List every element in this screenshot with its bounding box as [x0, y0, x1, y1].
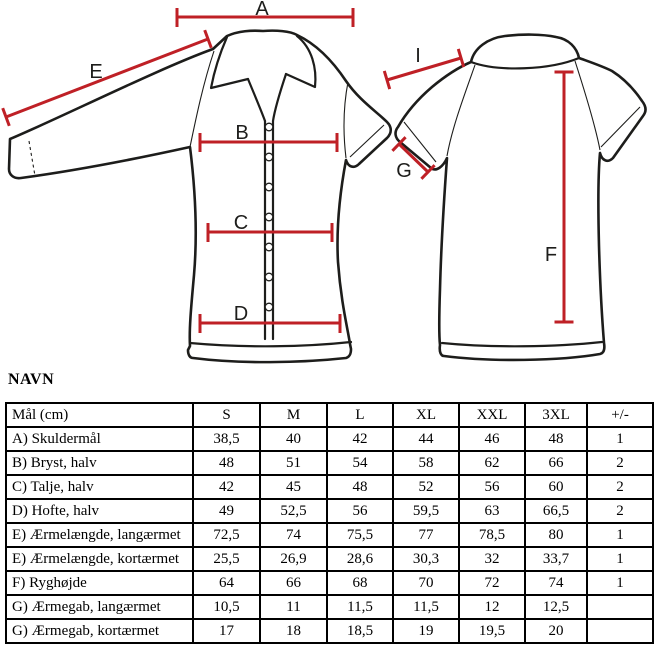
measurement-label: A) Skuldermål — [6, 427, 193, 451]
shirt-front-silhouette — [9, 31, 391, 362]
shirt-front-illustration — [9, 31, 391, 362]
measurement-value: 80 — [525, 523, 587, 547]
measurement-value: 77 — [393, 523, 459, 547]
measurement-value: 12 — [459, 595, 525, 619]
measure-label-B: B — [235, 122, 249, 144]
measurement-value: 48 — [525, 427, 587, 451]
measurement-value: 59,5 — [393, 499, 459, 523]
measurement-value: 1 — [587, 571, 653, 595]
measurement-value: 17 — [193, 619, 260, 643]
column-header-measure: Mål (cm) — [6, 403, 193, 427]
measurement-value: 52,5 — [260, 499, 327, 523]
measure-label-A: A — [255, 0, 269, 20]
measurement-value: 10,5 — [193, 595, 260, 619]
measurement-value: 11,5 — [327, 595, 393, 619]
measurement-value: 56 — [459, 475, 525, 499]
garment-name-heading: NAVN — [8, 371, 55, 388]
measurement-value: 1 — [587, 427, 653, 451]
measurement-value: 66 — [525, 451, 587, 475]
measurement-value: 64 — [193, 571, 260, 595]
column-header-tolerance: +/- — [587, 403, 653, 427]
table-row — [6, 523, 653, 547]
column-header-size-m: M — [260, 403, 327, 427]
button — [265, 273, 273, 281]
measure-label-C: C — [233, 212, 249, 234]
size-table-rows — [6, 427, 653, 643]
button — [265, 123, 273, 131]
measurement-value: 46 — [459, 427, 525, 451]
measurement-value: 44 — [393, 427, 459, 451]
measure-label-D: D — [233, 303, 249, 325]
measurement-value: 38,5 — [193, 427, 260, 451]
measurement-value: 60 — [525, 475, 587, 499]
measurement-label: B) Bryst, halv — [6, 451, 193, 475]
measure-label-I: I — [415, 45, 421, 67]
measurement-value: 66,5 — [525, 499, 587, 523]
measurement-label: G) Ærmegab, langærmet — [6, 595, 193, 619]
measurement-value: 32 — [459, 547, 525, 571]
measurement-value: 68 — [327, 571, 393, 595]
table-row — [6, 547, 653, 571]
measurement-label: E) Ærmelængde, kortærmet — [6, 547, 193, 571]
measurement-value: 33,7 — [525, 547, 587, 571]
measurement-value: 2 — [587, 499, 653, 523]
button — [265, 213, 273, 221]
measurement-value: 66 — [260, 571, 327, 595]
measurement-value: 72 — [459, 571, 525, 595]
measurement-value — [587, 595, 653, 619]
measurement-value: 19,5 — [459, 619, 525, 643]
measure-label-G: G — [396, 160, 412, 182]
measurement-value: 30,3 — [393, 547, 459, 571]
measurement-value: 63 — [459, 499, 525, 523]
measurement-value: 11,5 — [393, 595, 459, 619]
measurement-value: 45 — [260, 475, 327, 499]
measurement-value: 42 — [327, 427, 393, 451]
measurement-label: G) Ærmegab, kortærmet — [6, 619, 193, 643]
table-row — [6, 571, 653, 595]
measurement-value: 2 — [587, 451, 653, 475]
measurement-value: 74 — [260, 523, 327, 547]
shirt-back-silhouette — [396, 35, 646, 360]
measure-label-E: E — [89, 61, 103, 83]
measurement-label: D) Hofte, halv — [6, 499, 193, 523]
table-row — [6, 499, 653, 523]
measurement-value: 18 — [260, 619, 327, 643]
measurement-value: 2 — [587, 475, 653, 499]
measurement-value: 75,5 — [327, 523, 393, 547]
measurement-value: 74 — [525, 571, 587, 595]
measurement-value: 48 — [327, 475, 393, 499]
table-row — [6, 451, 653, 475]
column-header-size-xl: XL — [393, 403, 459, 427]
measurement-value: 70 — [393, 571, 459, 595]
column-header-size-s: S — [193, 403, 260, 427]
measurement-value: 58 — [393, 451, 459, 475]
table-row — [6, 475, 653, 499]
button — [265, 303, 273, 311]
measurement-value: 42 — [193, 475, 260, 499]
button — [265, 183, 273, 191]
measurement-value: 72,5 — [193, 523, 260, 547]
measurement-value: 49 — [193, 499, 260, 523]
table-row — [6, 427, 653, 451]
measurement-value: 19 — [393, 619, 459, 643]
measurement-label: F) Ryghøjde — [6, 571, 193, 595]
measure-label-F: F — [544, 244, 558, 266]
measurement-value: 1 — [587, 523, 653, 547]
measurement-value: 62 — [459, 451, 525, 475]
button — [265, 153, 273, 161]
measurement-value: 54 — [327, 451, 393, 475]
column-header-size-xxl: XXL — [459, 403, 525, 427]
button — [265, 243, 273, 251]
table-row — [6, 619, 653, 643]
measurement-value: 56 — [327, 499, 393, 523]
measurement-value: 40 — [260, 427, 327, 451]
measurement-value: 18,5 — [327, 619, 393, 643]
measure-A-shoulder — [177, 0, 353, 27]
measurement-value: 51 — [260, 451, 327, 475]
measurement-value: 1 — [587, 547, 653, 571]
column-header-size-3xl: 3XL — [525, 403, 587, 427]
measurement-value: 26,9 — [260, 547, 327, 571]
measurement-value: 11 — [260, 595, 327, 619]
measurement-label: C) Talje, halv — [6, 475, 193, 499]
column-header-size-l: L — [327, 403, 393, 427]
measurement-value: 25,5 — [193, 547, 260, 571]
measurement-value: 28,6 — [327, 547, 393, 571]
measurement-value — [587, 619, 653, 643]
measurement-value: 48 — [193, 451, 260, 475]
table-header-row — [6, 403, 653, 427]
measurement-value: 52 — [393, 475, 459, 499]
measurement-value: 12,5 — [525, 595, 587, 619]
size-table — [5, 402, 654, 644]
measurement-label: E) Ærmelængde, langærmet — [6, 523, 193, 547]
measurement-value: 78,5 — [459, 523, 525, 547]
measurement-value: 20 — [525, 619, 587, 643]
shirt-back-illustration — [396, 35, 646, 360]
table-row — [6, 595, 653, 619]
